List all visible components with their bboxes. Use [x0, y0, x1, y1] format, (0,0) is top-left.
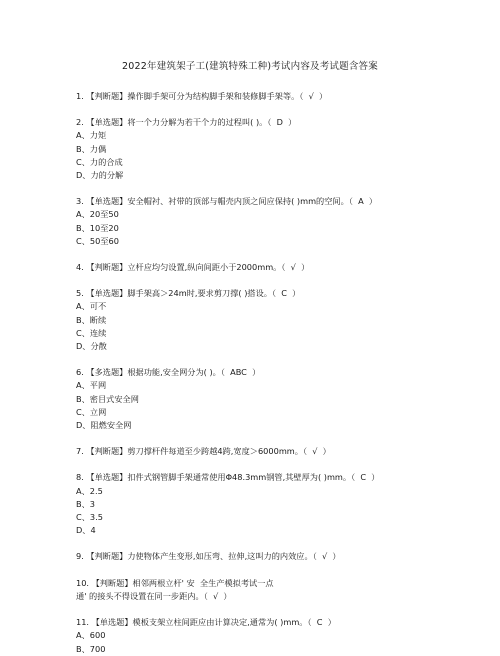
answer-option: C、3.5	[76, 512, 103, 523]
question-item	[76, 471, 460, 537]
answer-option: B、10至20	[76, 222, 119, 233]
question-stem: 3. 【单选题】安全帽衬、衬带的顶部与帽壳内顶之间应保持( )mm的空间。（ A ）	[76, 196, 378, 207]
answer-option: B、力偶	[76, 143, 107, 154]
answer-option: C、50至60	[76, 235, 119, 246]
answer-option: A、可不	[76, 301, 107, 312]
question-stem: 4. 【判断题】立杆应均匀设置,纵向间距小于2000mm。（ √ ）	[76, 262, 310, 273]
answer-option: C、立网	[76, 406, 107, 417]
question-item	[76, 445, 460, 458]
question-item	[76, 116, 460, 182]
answer-option: B、断续	[76, 314, 107, 325]
answer-option: A、2.5	[76, 485, 103, 496]
answer-option: A、20至50	[76, 209, 119, 220]
answer-option: A、力矩	[76, 130, 107, 141]
question-stem: 9. 【判断题】力使物体产生变形,如压弯、拉伸,这叫力的内效应。（ √ ）	[76, 551, 341, 562]
question-item	[76, 577, 460, 603]
question-stem: 1. 【判断题】操作脚手架可分为结构脚手架和装修脚手架等。（ √ ）	[76, 91, 328, 101]
answer-option: D、分散	[76, 341, 107, 352]
question-stem: 5. 【单选题】脚手架高＞24m时,要求剪刀撑( )搭设。（ C ）	[76, 288, 301, 299]
question-stem: 6. 【多选题】根据功能,安全网分为( )。（ ABC ）	[76, 367, 261, 378]
question-stem: 11. 【单选题】模板支架立柱间距应由计算决定,通常为( )mm。（ C ）	[76, 617, 336, 628]
answer-option: D、力的分解	[76, 170, 124, 181]
question-item	[76, 616, 460, 656]
answer-option: B、700	[76, 643, 106, 654]
answer-option: C、连续	[76, 327, 107, 338]
answer-option: B、密目式安全网	[76, 393, 139, 404]
answer-option: B、3	[76, 498, 96, 509]
question-stem: 2. 【单选题】将一个力分解为若干个力的过程叫( )。（ D ）	[76, 117, 297, 128]
question-stem: 8. 【单选题】扣件式钢管脚手架通常使用Φ48.3mm钢管,其壁厚为( )mm。（ C ）	[76, 472, 380, 483]
question-item	[76, 90, 460, 103]
question-item	[76, 366, 460, 432]
question-stem: 10. 【判断题】相邻两根立杆' 安 全生产模拟考试一点	[76, 577, 274, 588]
question-item	[76, 261, 460, 274]
question-item	[76, 287, 460, 353]
answer-option: A、平网	[76, 380, 107, 391]
question-item	[76, 195, 460, 248]
answer-option: A、600	[76, 630, 106, 641]
question-item	[76, 550, 460, 563]
answer-option: D、阻燃安全网	[76, 420, 132, 431]
question-list	[76, 90, 460, 656]
question-stem: 7. 【判断题】剪刀撑杆件每道至少跨越4跨,宽度＞6000mm。（ √ ）	[76, 446, 331, 457]
page-title: 2022年建筑架子工(建筑特殊工种)考试内容及考试题含答案	[122, 61, 378, 72]
answer-option: C、力的合成	[76, 156, 123, 167]
question-stem: 通' 的接头不得设置在同一步距内。（ √ ）	[76, 590, 232, 601]
answer-option: D、4	[76, 525, 96, 536]
